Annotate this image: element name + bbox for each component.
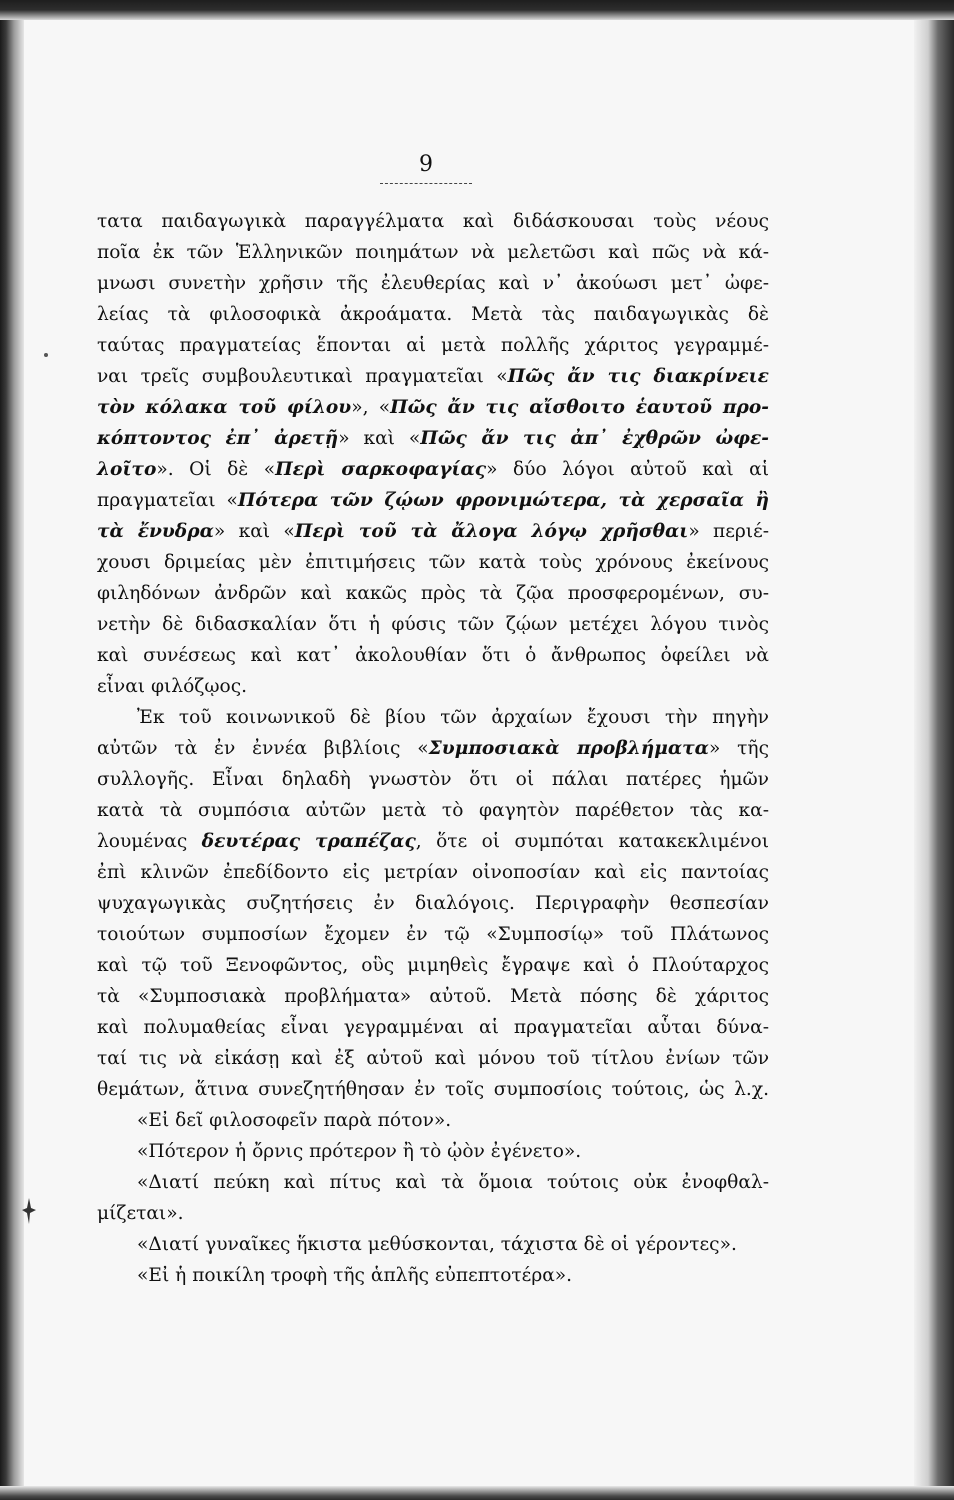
quoted-topic: «Διατί πεύκη καὶ πίτυς καὶ τὰ ὅμοια τούτοις οὐκ ἐνοφθαλ- <box>137 1172 769 1193</box>
quoted-topic: «Πότερον ἡ ὄρνις πρότερον ἢ τὸ ᾠὸν ἐγένετο». <box>137 1141 582 1162</box>
scan-edge-right <box>914 0 954 1500</box>
text-line: καὶ συνέσεως καὶ κατ᾿ ἀκολουθίαν ὅτι ὁ ἄνθρωπος ὀφείλει νὰ <box>97 645 769 666</box>
text-line: τὰ ἔνυδρα» καὶ «Περὶ τοῦ τὰ ἄλογα λόγῳ χρῆσθαι» περιέ- <box>97 521 769 542</box>
text-line: καὶ τῷ τοῦ Ξενοφῶντος, οὓς μιμηθεὶς ἔγραψε καὶ ὁ Πλούταρχος <box>97 955 769 976</box>
text-line: ἐπὶ κλινῶν ἐπεδίδοντο εἰς μετρίαν οἰνοποσίαν καὶ εἰς παντοίας <box>97 862 769 883</box>
body-text <box>97 206 769 1291</box>
text-line: κόπτοντος ἐπ᾿ ἀρετῇ» καὶ «Πῶς ἄν τις ἀπ᾿ ἐχθρῶν ὠφε- <box>97 428 769 449</box>
text-line: λοῖτο». Οἱ δὲ «Περὶ σαρκοφαγίας» δύο λόγοι αὐτοῦ καὶ αἱ <box>97 459 770 480</box>
work-title: Πῶς ἄν τις ἀπ᾿ ἐχθρῶν ὠφε- <box>420 428 769 449</box>
scan-edge-top <box>0 0 954 20</box>
text-line: αὐτῶν τὰ ἐν ἐννέα βιβλίοις «Συμποσιακὰ προβλήματα» τῆς <box>97 738 769 759</box>
text-line: μνωσι συνετὴν χρῆσιν τῆς ἐλευθερίας καὶ ν᾿ ἀκούωσι μετ᾿ ὠφε- <box>97 273 769 294</box>
work-title: Πότερα τῶν ζῴων φρονιμώτερα, τὰ χερσαῖα ἢ <box>237 490 769 511</box>
work-title: τὰ ἔνυδρα <box>97 521 214 542</box>
margin-speck-icon <box>20 1196 38 1226</box>
text-line: πραγματεῖαι «Πότερα τῶν ζῴων φρονιμώτερα, τὰ χερσαῖα ἢ <box>97 490 769 511</box>
quoted-topic: «Εἰ ἡ ποικίλη τροφὴ τῆς ἁπλῆς εὐπεπτοτέρα». <box>137 1265 573 1286</box>
work-title: Περὶ τοῦ τὰ ἄλογα λόγῳ χρῆσθαι <box>294 521 689 542</box>
emphasis-text: δευτέρας τραπέζας <box>201 831 416 852</box>
text-line: τὸν κόλακα τοῦ φίλου», «Πῶς ἄν τις αἴσθοιτο ἑαυτοῦ προ- <box>97 397 769 418</box>
text-line: φιληδόνων ἀνδρῶν καὶ κακῶς πρὸς τὰ ζῷα προσφερομένων, συ- <box>97 583 769 604</box>
text-line: χουσι δριμείας μὲν ἐπιτιμήσεις τῶν κατὰ τοὺς χρόνους ἐκείνους <box>97 552 769 573</box>
work-title: Περὶ σαρκοφαγίας <box>275 459 487 480</box>
text-line: λείας τὰ φιλοσοφικὰ ἀκροάματα. Μετὰ τὰς παιδαγωγικὰς δὲ <box>97 304 769 325</box>
work-title: Πῶς ἄν τις αἴσθοιτο ἑαυτοῦ προ- <box>390 397 769 418</box>
text-line: νετὴν δὲ διδασκαλίαν ὅτι ἡ φύσις τῶν ζῴων μετέχει λόγου τινὸς <box>97 614 769 635</box>
text-line: τατα παιδαγωγικὰ παραγγέλματα καὶ διδάσκουσαι τοὺς νέους <box>97 211 769 232</box>
margin-speck-icon <box>42 350 50 360</box>
work-title: Πῶς ἄν τις διακρίνειε <box>507 366 769 387</box>
text-line: τοιούτων συμποσίων ἔχομεν ἐν τῷ «Συμποσίῳ» τοῦ Πλάτωνος <box>97 924 769 945</box>
text-line: ταί τις νὰ εἰκάσῃ καὶ ἐξ αὐτοῦ καὶ μόνου τοῦ τίτλου ἐνίων τῶν <box>97 1048 769 1069</box>
work-title: Συμποσιακὰ προβλήματα <box>428 738 709 759</box>
text-line: καὶ πολυμαθείας εἶναι γεγραμμέναι αἱ πραγματεῖαι αὗται δύνα- <box>97 1017 769 1038</box>
text-line: Ἐκ τοῦ κοινωνικοῦ δὲ βίου τῶν ἀρχαίων ἔχουσι τὴν πηγὴν <box>137 707 769 728</box>
text-line: ψυχαγωγικὰς συζητήσεις ἐν διαλόγοις. Περιγραφὴν θεσπεσίαν <box>97 893 769 914</box>
text-line: τὰ «Συμποσιακὰ προβλήματα» αὐτοῦ. Μετὰ πόσης δὲ χάριτος <box>97 986 769 1007</box>
page-number: 9 <box>380 152 472 184</box>
text-line: συλλογῆς. Εἶναι δηλαδὴ γνωστὸν ὅτι οἱ πάλαι πατέρες ἡμῶν <box>97 769 769 790</box>
quoted-topic: «Εἰ δεῖ φιλοσοφεῖν παρὰ πότον». <box>137 1110 452 1131</box>
text-line: ναι τρεῖς συμβουλευτικαὶ πραγματεῖαι «Πῶς ἄν τις διακρίνειε <box>97 366 769 387</box>
quoted-topic: «Διατί γυναῖκες ἥκιστα μεθύσκονται, τάχιστα δὲ οἱ γέροντες». <box>137 1234 737 1255</box>
text-line: θεμάτων, ἅτινα συνεζητήθησαν ἐν τοῖς συμποσίοις τούτοις, ὡς λ.χ. <box>97 1079 769 1100</box>
work-title: λοῖτο <box>97 459 157 480</box>
scan-edge-bottom <box>0 1486 954 1500</box>
work-title: τὸν κόλακα τοῦ φίλου <box>97 397 352 418</box>
work-title: κόπτοντος ἐπ᾿ ἀρετῇ <box>97 428 339 449</box>
text-line: ποῖα ἐκ τῶν Ἑλληνικῶν ποιημάτων νὰ μελετῶσι καὶ πῶς νὰ κά- <box>97 242 769 263</box>
text-line: λουμένας δευτέρας τραπέζας, ὅτε οἱ συμπόται κατακεκλιμένοι <box>97 831 769 852</box>
quoted-topic-continuation: μίζεται». <box>97 1203 184 1224</box>
text-line: εἶναι φιλόζῳος. <box>97 676 248 697</box>
text-line: ταύτας πραγματείας ἕπονται αἱ μετὰ πολλῆς χάριτος γεγραμμέ- <box>97 335 769 356</box>
text-line: κατὰ τὰ συμπόσια αὐτῶν μετὰ τὸ φαγητὸν παρέθετον τὰς κα- <box>97 800 769 821</box>
scan-edge-left <box>0 0 24 1500</box>
